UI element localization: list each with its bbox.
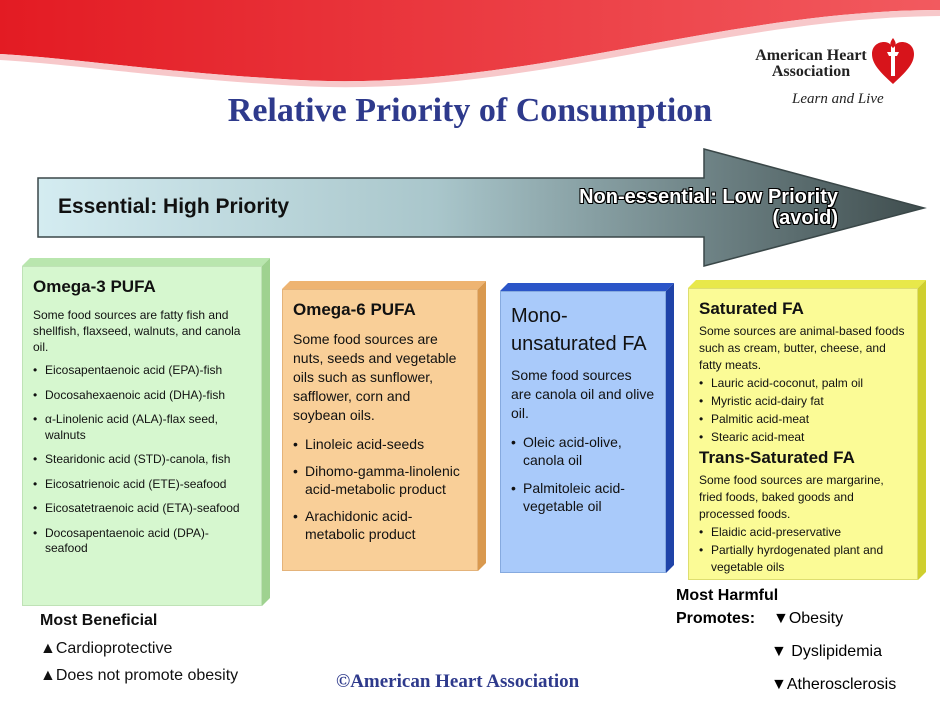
trans-intro: Some food sources are margarine, fried foods, baked goods and processed foods. xyxy=(699,473,884,521)
most-beneficial-block xyxy=(40,612,238,694)
saturated-title: Saturated FA xyxy=(699,299,804,318)
list-item: • Linoleic acid-seeds xyxy=(293,435,467,453)
list-item: • Docosapentaenoic acid (DPA)-seafood xyxy=(33,526,251,557)
heart-torch-icon xyxy=(870,38,916,88)
trans-list xyxy=(699,524,907,576)
harmful-line-3: ▼Atherosclerosis xyxy=(771,676,897,693)
harmful-line-2: ▼ Dyslipidemia xyxy=(771,643,882,660)
omega6-list xyxy=(293,435,467,543)
omega3-title: Omega-3 PUFA xyxy=(33,277,156,296)
most-beneficial-heading: Most Beneficial xyxy=(40,612,158,629)
logo-tagline: Learn and Live xyxy=(792,91,884,107)
omega6-intro: Some food sources are nuts, seeds and vegetable oils such as sunflower, safflower, corn and soybean oils. xyxy=(293,331,457,423)
list-item: • Elaidic acid-preservative xyxy=(699,524,907,541)
saturated-list xyxy=(699,375,907,446)
list-item: • Eicosatetraenoic acid (ETA)-seafood xyxy=(33,501,251,517)
list-item: • Lauric acid-coconut, palm oil xyxy=(699,375,907,392)
list-item: • Palmitic acid-meat xyxy=(699,411,907,428)
mufa-list xyxy=(511,433,655,515)
page-title: Relative Priority of Consumption xyxy=(227,92,713,129)
omega3-list xyxy=(33,363,251,557)
list-item: • Myristic acid-dairy fat xyxy=(699,393,907,410)
list-item: • Stearidonic acid (STD)-canola, fish xyxy=(33,452,251,468)
logo-org-name xyxy=(752,48,870,80)
list-item: • Oleic acid-olive, canola oil xyxy=(511,433,655,469)
list-item: • Palmitoleic acid-vegetable oil xyxy=(511,479,655,515)
beneficial-line-1: ▲Cardioprotective xyxy=(40,640,173,657)
list-item: • Dihomo-gamma-linolenic acid-metabolic product xyxy=(293,462,467,498)
arrow-right-line1: Non-essential: Low Priority xyxy=(579,186,838,208)
list-item: • Arachidonic acid-metabolic product xyxy=(293,507,467,543)
mufa-title: Mono-unsaturated FA xyxy=(511,305,647,355)
mufa-intro: Some food sources are canola oil and olive oil. xyxy=(511,367,655,421)
trans-title: Trans-Saturated FA xyxy=(699,448,855,467)
arrow-right-line2: (avoid) xyxy=(772,207,838,229)
most-harmful-heading: Most Harmful xyxy=(676,587,779,604)
arrow-right-label xyxy=(520,187,838,229)
omega3-intro: Some food sources are fatty fish and shellfish, flaxseed, walnuts, and canola oil. xyxy=(33,308,241,354)
copyright-text: ©American Heart Association xyxy=(336,671,580,692)
omega6-title: Omega-6 PUFA xyxy=(293,300,416,319)
beneficial-line-2: ▲Does not promote obesity xyxy=(40,667,239,684)
arrow-left-label: Essential: High Priority xyxy=(58,195,290,218)
logo-org-line2: Association xyxy=(771,63,851,80)
list-item: • Partially hyrdogenated plant and vegetable oils xyxy=(699,542,907,576)
list-item: • Docosahexaenoic acid (DHA)-fish xyxy=(33,388,251,404)
list-item: • Eicosatrienoic acid (ETE)-seafood xyxy=(33,477,251,493)
list-item: • Eicosapentaenoic acid (EPA)-fish xyxy=(33,363,251,379)
logo-org-line1: American Heart xyxy=(755,47,867,64)
list-item: • Stearic acid-meat xyxy=(699,429,907,446)
harmful-line-1: ▼Obesity xyxy=(773,610,844,627)
list-item: • α-Linolenic acid (ALA)-flax seed, walnuts xyxy=(33,412,251,443)
saturated-intro: Some sources are animal-based foods such as cream, butter, cheese, and fatty meats. xyxy=(699,324,905,372)
promotes-label: Promotes: xyxy=(676,610,756,627)
